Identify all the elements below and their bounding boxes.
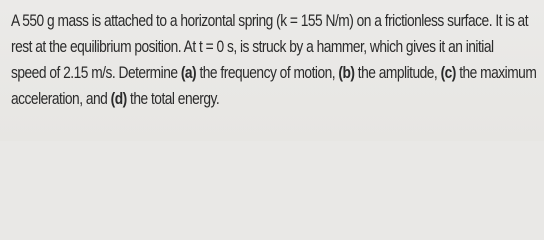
- line-4-intro: acceleration, and: [11, 90, 111, 108]
- part-a-text: the frequency of motion,: [196, 64, 339, 82]
- part-b-text: the amplitude,: [354, 64, 441, 82]
- problem-line-2: rest at the equilibrium position. At t = 0 s, is struck by a hammer, which gives it an initial: [11, 38, 494, 56]
- part-a-marker: (a): [180, 64, 197, 82]
- part-d-text: the total energy.: [126, 90, 220, 108]
- problem-line-4: [11, 86, 453, 112]
- part-c-text: the maximum: [455, 64, 537, 82]
- part-b-marker: (b): [338, 64, 355, 82]
- problem-line-3: [11, 60, 537, 86]
- problem-statement: [11, 8, 537, 112]
- part-c-marker: (c): [440, 64, 456, 82]
- line-3-intro: speed of 2.15 m/s. Determine: [11, 64, 181, 82]
- problem-line-1: A 550 g mass is attached to a horizontal spring (k = 155 N/m) on a frictionless surface. It is at: [11, 12, 529, 30]
- part-d-marker: (d): [110, 90, 127, 108]
